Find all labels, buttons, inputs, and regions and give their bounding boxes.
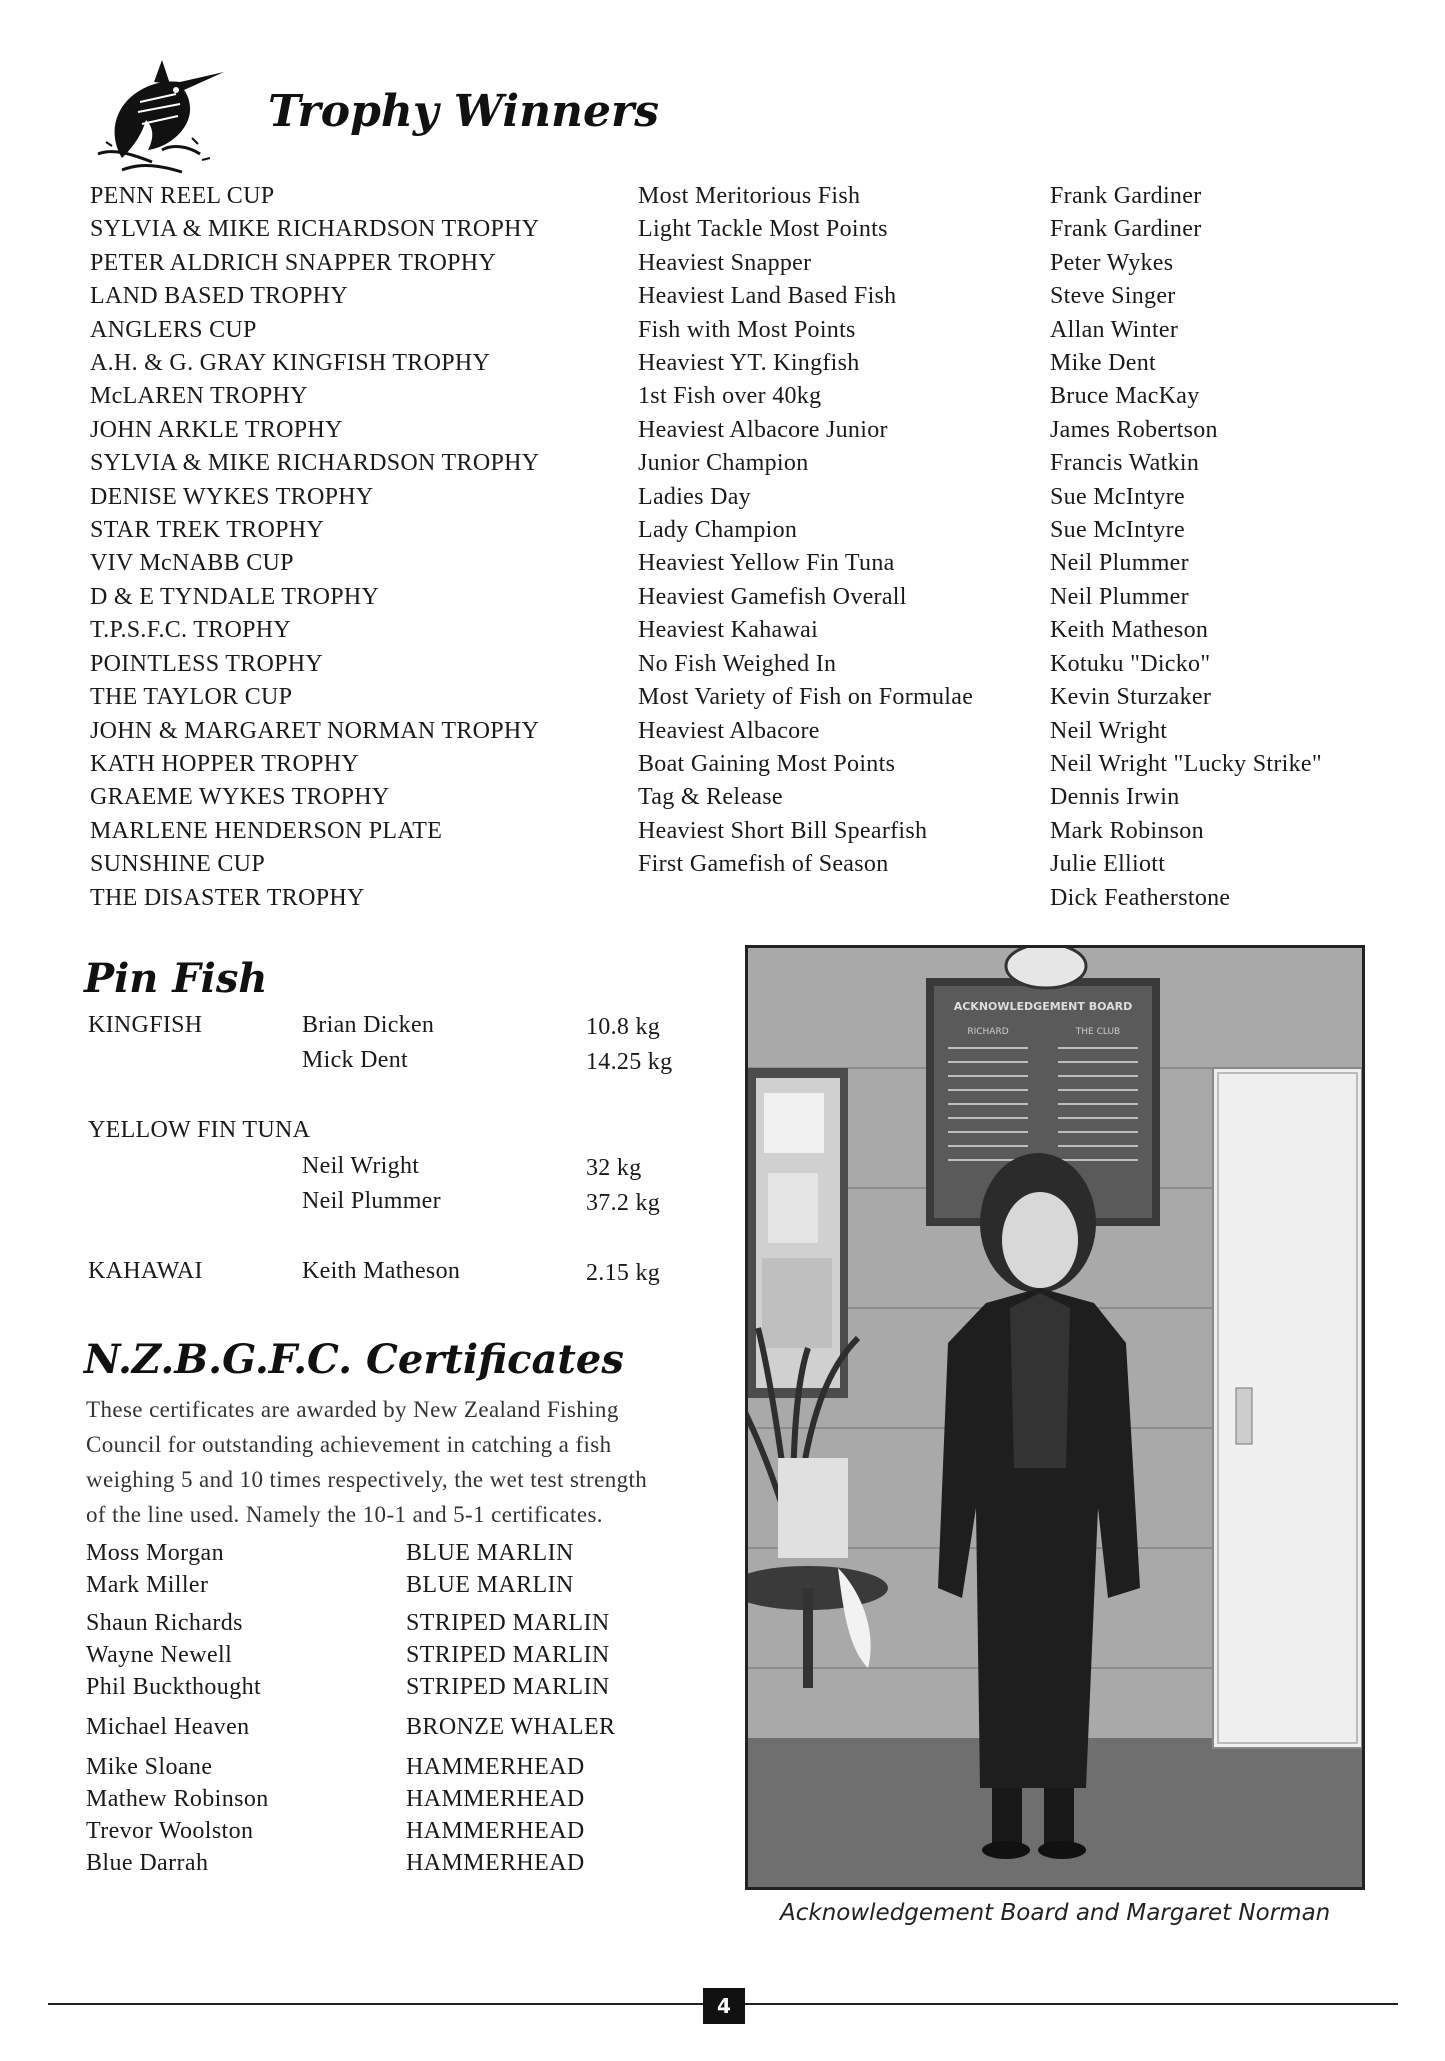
- cert-name: Mathew Robinson: [86, 1786, 269, 1812]
- trophy-winner: Kevin Sturzaker: [1050, 684, 1212, 711]
- trophy-name: McLAREN TROPHY: [90, 383, 308, 410]
- trophy-category: Fish with Most Points: [638, 316, 856, 343]
- certificates-title: N.Z.B.G.F.C. Certificates: [84, 1336, 624, 1383]
- pin-weight: 37.2 kg: [586, 1190, 661, 1216]
- photo-illustration: [748, 948, 1362, 1887]
- pin-angler: Brian Dicken: [302, 1012, 435, 1038]
- trophy-category: Most Meritorious Fish: [638, 183, 861, 209]
- trophy-category: Light Tackle Most Points: [638, 216, 888, 243]
- cert-fish: BLUE MARLIN: [406, 1540, 574, 1566]
- trophy-name: THE DISASTER TROPHY: [90, 884, 365, 911]
- trophy-name: JOHN & MARGARET NORMAN TROPHY: [90, 717, 540, 744]
- trophy-winner: James Robertson: [1050, 416, 1218, 443]
- cert-name: Phil Buckthought: [86, 1674, 262, 1700]
- trophy-category: Heaviest Land Based Fish: [638, 283, 897, 310]
- marlin-logo: [92, 58, 232, 176]
- trophy-winners-title: Trophy Winners: [268, 86, 659, 137]
- trophy-name-column: [90, 180, 539, 915]
- intro-line: of the line used. Namely the 10-1 and 5-1 certificates.: [86, 1502, 603, 1527]
- marlin-icon: [92, 58, 232, 176]
- cert-fish: STRIPED MARLIN: [406, 1642, 610, 1668]
- photo-acknowledgement-board: [745, 945, 1365, 1890]
- trophy-winner: Frank Gardiner: [1050, 183, 1202, 209]
- photo-caption: Acknowledgement Board and Margaret Norman: [780, 1900, 1331, 1926]
- board-title: ACKNOWLEDGEMENT BOARD: [953, 1000, 1133, 1013]
- trophy-name: SYLVIA & MIKE RICHARDSON TROPHY: [90, 450, 540, 477]
- trophy-category: Heaviest Albacore: [638, 717, 820, 744]
- trophy-category: Most Variety of Fish on Formulae: [638, 684, 974, 711]
- board-col-2: THE CLUB: [1075, 1027, 1121, 1037]
- trophy-winner-column: [1050, 180, 1322, 915]
- pin-species: YELLOW FIN TUNA: [88, 1117, 311, 1143]
- trophy-winner: Bruce MacKay: [1050, 383, 1200, 410]
- trophy-winner: Peter Wykes: [1050, 249, 1174, 276]
- trophy-category: Heaviest Short Bill Spearfish: [638, 817, 928, 844]
- trophy-winner: Sue McIntyre: [1050, 483, 1185, 510]
- cert-fish: STRIPED MARLIN: [406, 1610, 610, 1636]
- trophy-name: STAR TREK TROPHY: [90, 517, 325, 544]
- intro-line: Council for outstanding achievement in catching a fish: [86, 1432, 612, 1457]
- trophy-winner: Francis Watkin: [1050, 450, 1200, 477]
- trophy-winner: Mark Robinson: [1050, 817, 1204, 844]
- pin-weight: 32 kg: [586, 1155, 642, 1181]
- pin-angler: Keith Matheson: [302, 1258, 461, 1284]
- pin-weight: 14.25 kg: [586, 1049, 673, 1075]
- page-number: 4: [703, 1988, 745, 2024]
- trophy-category: Heaviest Kahawai: [638, 617, 819, 644]
- trophy-name: DENISE WYKES TROPHY: [90, 483, 374, 510]
- trophy-category: Heaviest YT. Kingfish: [638, 350, 860, 377]
- cert-fish: HAMMERHEAD: [406, 1818, 585, 1844]
- cert-fish: HAMMERHEAD: [406, 1754, 585, 1780]
- trophy-category: 1st Fish over 40kg: [638, 383, 822, 410]
- pin-angler: Neil Plummer: [302, 1188, 441, 1214]
- trophy-category: Heaviest Snapper: [638, 249, 812, 276]
- trophy-winner: Dick Featherstone: [1050, 884, 1231, 911]
- trophy-category: Heaviest Albacore Junior: [638, 416, 888, 443]
- trophy-name: POINTLESS TROPHY: [90, 650, 324, 677]
- trophy-category: First Gamefish of Season: [638, 851, 889, 878]
- trophy-category: Tag & Release: [638, 784, 783, 811]
- cert-name: Moss Morgan: [86, 1540, 224, 1566]
- trophy-winner: Neil Wright "Lucky Strike": [1050, 750, 1322, 777]
- pin-species: KAHAWAI: [88, 1258, 203, 1284]
- trophy-winner: Sue McIntyre: [1050, 517, 1185, 544]
- trophy-winner: Kotuku "Dicko": [1050, 650, 1211, 677]
- trophy-category: Boat Gaining Most Points: [638, 750, 896, 777]
- trophy-category: Heaviest Gamefish Overall: [638, 583, 907, 610]
- trophy-name: MARLENE HENDERSON PLATE: [90, 817, 443, 844]
- trophy-winner: Julie Elliott: [1050, 851, 1166, 878]
- board-col-1: RICHARD: [967, 1027, 1009, 1037]
- trophy-name: D & E TYNDALE TROPHY: [90, 583, 380, 610]
- cert-name: Mark Miller: [86, 1572, 209, 1598]
- trophy-category-column: [638, 180, 973, 882]
- intro-line: weighing 5 and 10 times respectively, the wet test strength: [86, 1467, 648, 1492]
- trophy-winner: Mike Dent: [1050, 350, 1157, 377]
- trophy-name: GRAEME WYKES TROPHY: [90, 784, 390, 811]
- cert-fish: STRIPED MARLIN: [406, 1674, 610, 1700]
- cert-name: Trevor Woolston: [86, 1818, 254, 1844]
- cert-name: Mike Sloane: [86, 1754, 213, 1780]
- trophy-name: PETER ALDRICH SNAPPER TROPHY: [90, 249, 497, 276]
- trophy-name: THE TAYLOR CUP: [90, 684, 293, 711]
- trophy-name: SUNSHINE CUP: [90, 851, 265, 878]
- cert-fish: HAMMERHEAD: [406, 1786, 585, 1812]
- trophy-winner: Steve Singer: [1050, 283, 1176, 310]
- trophy-winner: Allan Winter: [1050, 316, 1179, 343]
- intro-line: These certificates are awarded by New Zealand Fishing: [86, 1397, 619, 1422]
- trophy-winner: Neil Wright: [1050, 717, 1168, 744]
- pin-weight: 10.8 kg: [586, 1014, 661, 1040]
- cert-name: Michael Heaven: [86, 1714, 250, 1740]
- trophy-winner: Neil Plummer: [1050, 550, 1189, 577]
- pin-angler: Mick Dent: [302, 1047, 409, 1073]
- certificates-intro: [86, 1392, 647, 1532]
- trophy-category: Lady Champion: [638, 517, 798, 544]
- trophy-name: LAND BASED TROPHY: [90, 283, 349, 310]
- cert-fish: BLUE MARLIN: [406, 1572, 574, 1598]
- trophy-name: SYLVIA & MIKE RICHARDSON TROPHY: [90, 216, 540, 243]
- trophy-name: ANGLERS CUP: [90, 316, 257, 343]
- pin-species: KINGFISH: [88, 1012, 203, 1038]
- trophy-name: JOHN ARKLE TROPHY: [90, 416, 343, 443]
- cert-name: Shaun Richards: [86, 1610, 243, 1636]
- trophy-name: PENN REEL CUP: [90, 183, 275, 209]
- trophy-winner: Frank Gardiner: [1050, 216, 1202, 243]
- trophy-category: Junior Champion: [638, 450, 809, 477]
- pin-angler: Neil Wright: [302, 1153, 420, 1179]
- trophy-winner: Dennis Irwin: [1050, 784, 1180, 811]
- trophy-winner: Keith Matheson: [1050, 617, 1209, 644]
- trophy-category: Ladies Day: [638, 483, 751, 510]
- trophy-name: KATH HOPPER TROPHY: [90, 750, 360, 777]
- trophy-name: VIV McNABB CUP: [90, 550, 294, 577]
- trophy-category: No Fish Weighed In: [638, 650, 837, 677]
- trophy-name: T.P.S.F.C. TROPHY: [90, 617, 292, 644]
- cert-name: Wayne Newell: [86, 1642, 233, 1668]
- pin-fish-title: Pin Fish: [84, 955, 268, 1002]
- trophy-category: Heaviest Yellow Fin Tuna: [638, 550, 895, 577]
- trophy-winner: Neil Plummer: [1050, 583, 1189, 610]
- trophy-name: A.H. & G. GRAY KINGFISH TROPHY: [90, 350, 491, 377]
- cert-fish: BRONZE WHALER: [406, 1714, 616, 1740]
- pin-weight: 2.15 kg: [586, 1260, 661, 1286]
- cert-name: Blue Darrah: [86, 1850, 209, 1876]
- cert-fish: HAMMERHEAD: [406, 1850, 585, 1876]
